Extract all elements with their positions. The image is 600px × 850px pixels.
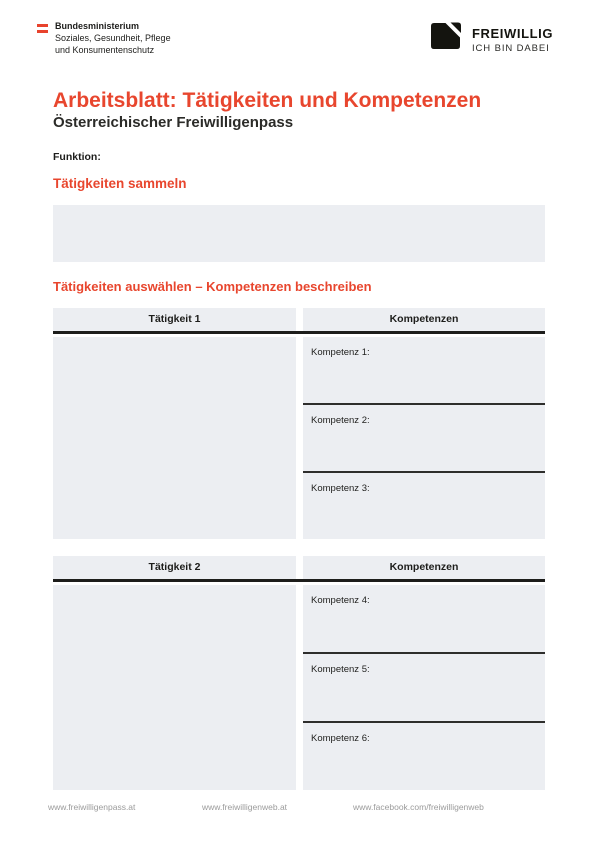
- funktion-label: Funktion:: [53, 151, 101, 163]
- ministry-department-line2: und Konsumentenschutz: [55, 45, 155, 55]
- table-2-activity-cell: [53, 585, 296, 790]
- competence-cell-3: [303, 471, 545, 539]
- table-1-header-rule: [53, 331, 545, 334]
- ministry-name: Bundesministerium: [55, 21, 140, 31]
- table-2-body: [53, 585, 545, 790]
- table-2-header-rule: [53, 579, 545, 582]
- table-1-body: [53, 337, 545, 539]
- competence-cell-6: [303, 721, 545, 790]
- table-2-competence-column: [303, 585, 545, 790]
- ministry-logo: [37, 20, 171, 56]
- table-1-competence-column: [303, 337, 545, 539]
- table-1-competence-header: Kompetenzen: [303, 308, 545, 331]
- page-title: Arbeitsblatt: Tätigkeiten und Kompetenzen: [53, 89, 482, 112]
- freiwillig-text: [472, 22, 553, 55]
- freiwillig-flag-icon: [430, 22, 462, 50]
- table-2-competence-header: Kompetenzen: [303, 556, 545, 579]
- footer-link-facebook[interactable]: www.facebook.com/freiwilligenweb: [353, 802, 484, 812]
- austria-flag-icon: [37, 24, 48, 56]
- competence-label-2: Kompetenz 2:: [311, 415, 370, 426]
- collect-input-box: [53, 205, 545, 262]
- page-subtitle: Österreichischer Freiwilligenpass: [53, 114, 294, 131]
- activity-table-1: [53, 308, 545, 539]
- table-1-activity-cell: [53, 337, 296, 539]
- freiwillig-subtitle: ICH BIN DABEI: [472, 43, 550, 54]
- ministry-department-line1: Soziales, Gesundheit, Pflege: [55, 33, 171, 43]
- competence-label-1: Kompetenz 1:: [311, 347, 370, 358]
- footer-link-freiwilligenpass[interactable]: www.freiwilligenpass.at: [48, 802, 136, 812]
- select-section-heading: Tätigkeiten auswählen – Kompetenzen beschreiben: [53, 279, 372, 294]
- competence-cell-5: [303, 652, 545, 721]
- table-2-header-row: [53, 556, 545, 579]
- competence-cell-2: [303, 403, 545, 471]
- freiwillig-logo: [430, 22, 553, 55]
- competence-cell-1: [303, 337, 545, 403]
- table-1-activity-header: Tätigkeit 1: [53, 308, 296, 331]
- collect-section-heading: Tätigkeiten sammeln: [53, 176, 187, 191]
- competence-cell-4: [303, 585, 545, 652]
- table-1-header-row: [53, 308, 545, 331]
- freiwillig-title: FREIWILLIG: [472, 26, 554, 41]
- competence-label-3: Kompetenz 3:: [311, 483, 370, 494]
- footer-link-freiwilligenweb[interactable]: www.freiwilligenweb.at: [202, 802, 288, 812]
- ministry-text: [55, 20, 171, 56]
- competence-label-4: Kompetenz 4:: [311, 595, 370, 606]
- activity-table-2: [53, 556, 545, 790]
- competence-label-6: Kompetenz 6:: [311, 733, 370, 744]
- competence-label-5: Kompetenz 5:: [311, 664, 370, 675]
- table-2-activity-header: Tätigkeit 2: [53, 556, 296, 579]
